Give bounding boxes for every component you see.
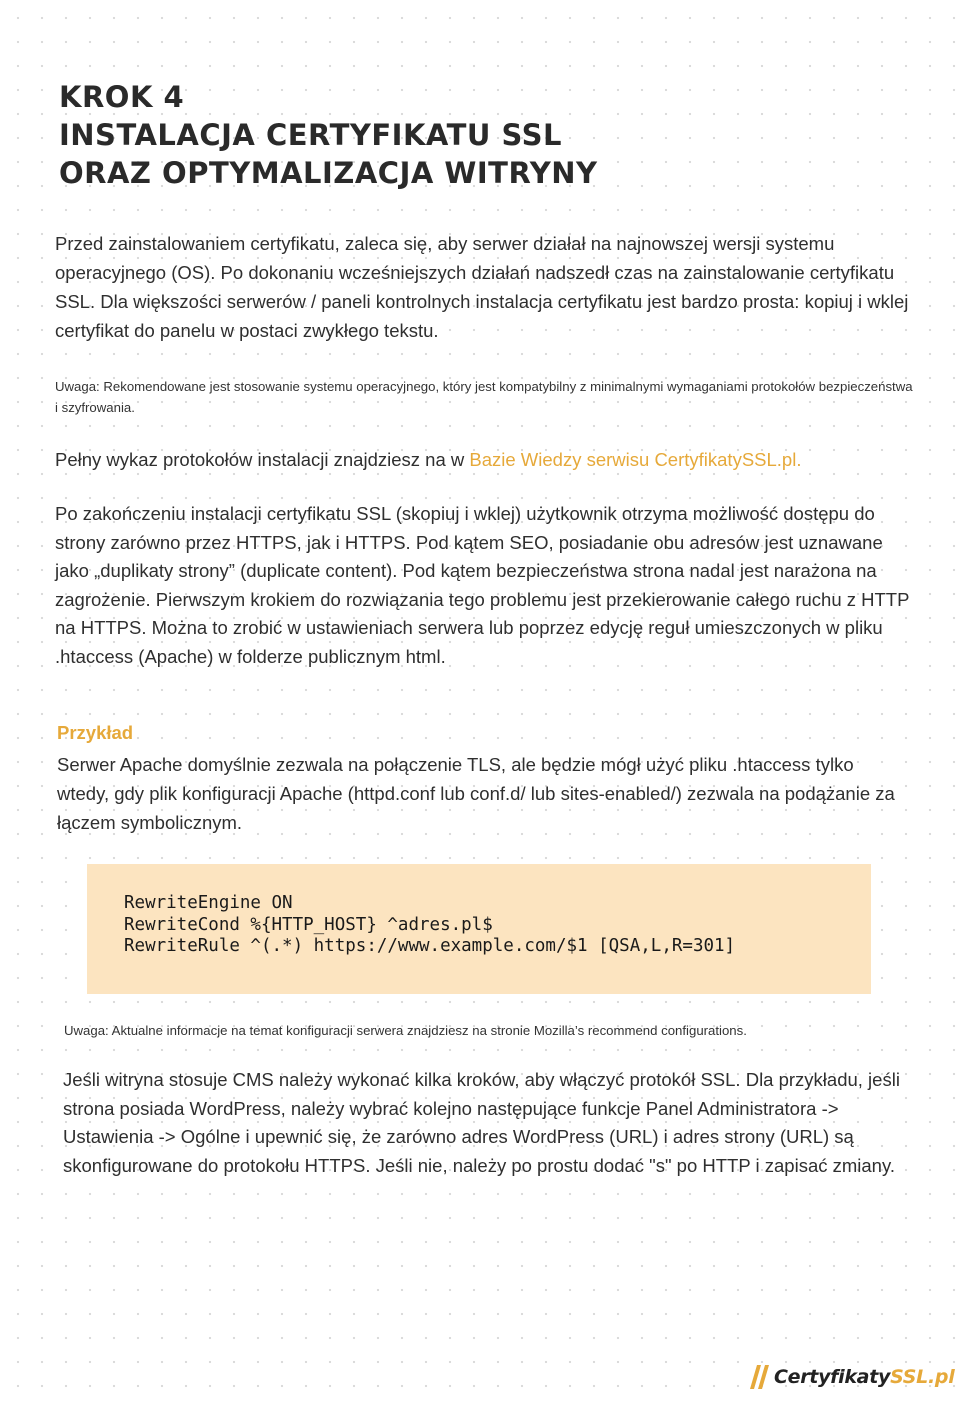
- full-list-text: Pełny wykaz protokołów instalacji znajdziesz na w: [55, 449, 470, 470]
- note-os-compatibility: Uwaga: Rekomendowane jest stosowanie systemu operacyjnego, który jest kompatybilny z minimalnymi wymaganiami protokołów bezpieczeństwa i szyfrowania.: [55, 379, 913, 415]
- code-line-rewrite-rule: RewriteRule ^(.*) https://www.example.com/$1 [QSA,L,R=301]: [124, 936, 736, 956]
- logo-text-pl: .pl: [927, 1366, 955, 1388]
- title-line-step: KROK 4: [59, 80, 185, 114]
- logo-text-certyfikaty: Certyfikaty: [774, 1366, 891, 1388]
- knowledge-base-link[interactable]: Bazie Wiedzy serwisu CertyfikatySSL.pl.: [469, 449, 802, 470]
- note-mozilla-config: Uwaga: Aktualne informacje na temat konfiguracji serwera znajdziesz na stronie Mozilla’s recommend configurations.: [64, 1023, 747, 1038]
- code-block: [87, 864, 871, 994]
- code-listing: [124, 893, 735, 958]
- after-install-paragraph: Po zakończeniu instalacji certyfikatu SSL (skopiuj i wklej) użytkownik otrzyma możliwość dostępu do strony zarówno przez HTTPS, jak i HTTPS. Pod kątem SEO, posiadanie obu adresów jest uznawane jako „duplikaty strony” (duplicate content). Pod kątem bezpieczeństwa strona nadal jest narażona na zagrożenie. Pierwszym krokiem do rozwiązania tego problemu jest przekierowanie całego ruchu z HTTP na HTTPS. Można to zrobić w ustawieniach serwera lub poprzez edycję reguł umieszczonych w pliku .htaccess (Apache) w folderze publicznym html.: [55, 503, 910, 667]
- example-paragraph: Serwer Apache domyślnie zezwala na połączenie TLS, ale będzie mógł użyć pliku .htaccess tylko wtedy, gdy plik konfiguracji Apache (httpd.conf lub conf.d/ lub sites-enabled/) zezwala na podążanie za łączem symbolicznym.: [57, 754, 895, 833]
- intro-paragraph: Przed zainstalowaniem certyfikatu, zaleca się, aby serwer działał na najnowszej wersji systemu operacyjnego (OS). Po dokonaniu wcześniejszych działań nadszedł czas na zainstalowanie certyfikatu SSL. Dla większości serwerów / paneli kontrolnych instalacja certyfikatu jest bardzo prosta: kopiuj i wklej certyfikat do panelu w postaci zwykłego tekstu.: [55, 233, 909, 341]
- title-line-optimization: ORAZ OPTYMALIZACJA WITRYNY: [59, 156, 598, 190]
- example-label: Przykład: [57, 722, 134, 743]
- title-line-ssl-install: INSTALACJA CERTYFIKATU SSL: [59, 118, 562, 152]
- cms-paragraph: Jeśli witryna stosuje CMS należy wykonać kilka kroków, aby włączyć protokół SSL. Dla przykładu, jeśli strona posiada WordPress, należy wybrać kolejno następujące funkcje Panel Administratora -> Ustawienia -> Ogólne i upewnić się, że zarówno adres WordPress (URL) i adres strony (URL) są skonfigurowane do protokołu HTTPS. Jeśli nie, należy po prostu dodać "s" po HTTP i zapisać zmiany.: [63, 1069, 900, 1176]
- code-line-rewrite-cond: RewriteCond %{HTTP_HOST} ^adres.pl$: [124, 914, 493, 935]
- certyfikatyssl-logo: [750, 1362, 954, 1392]
- full-list-paragraph: [55, 445, 915, 474]
- page-title: [59, 78, 597, 192]
- code-line-rewrite-engine: RewriteEngine ON: [124, 893, 293, 913]
- double-slash-icon: [750, 1365, 770, 1389]
- logo-text-ssl: SSL: [890, 1366, 928, 1388]
